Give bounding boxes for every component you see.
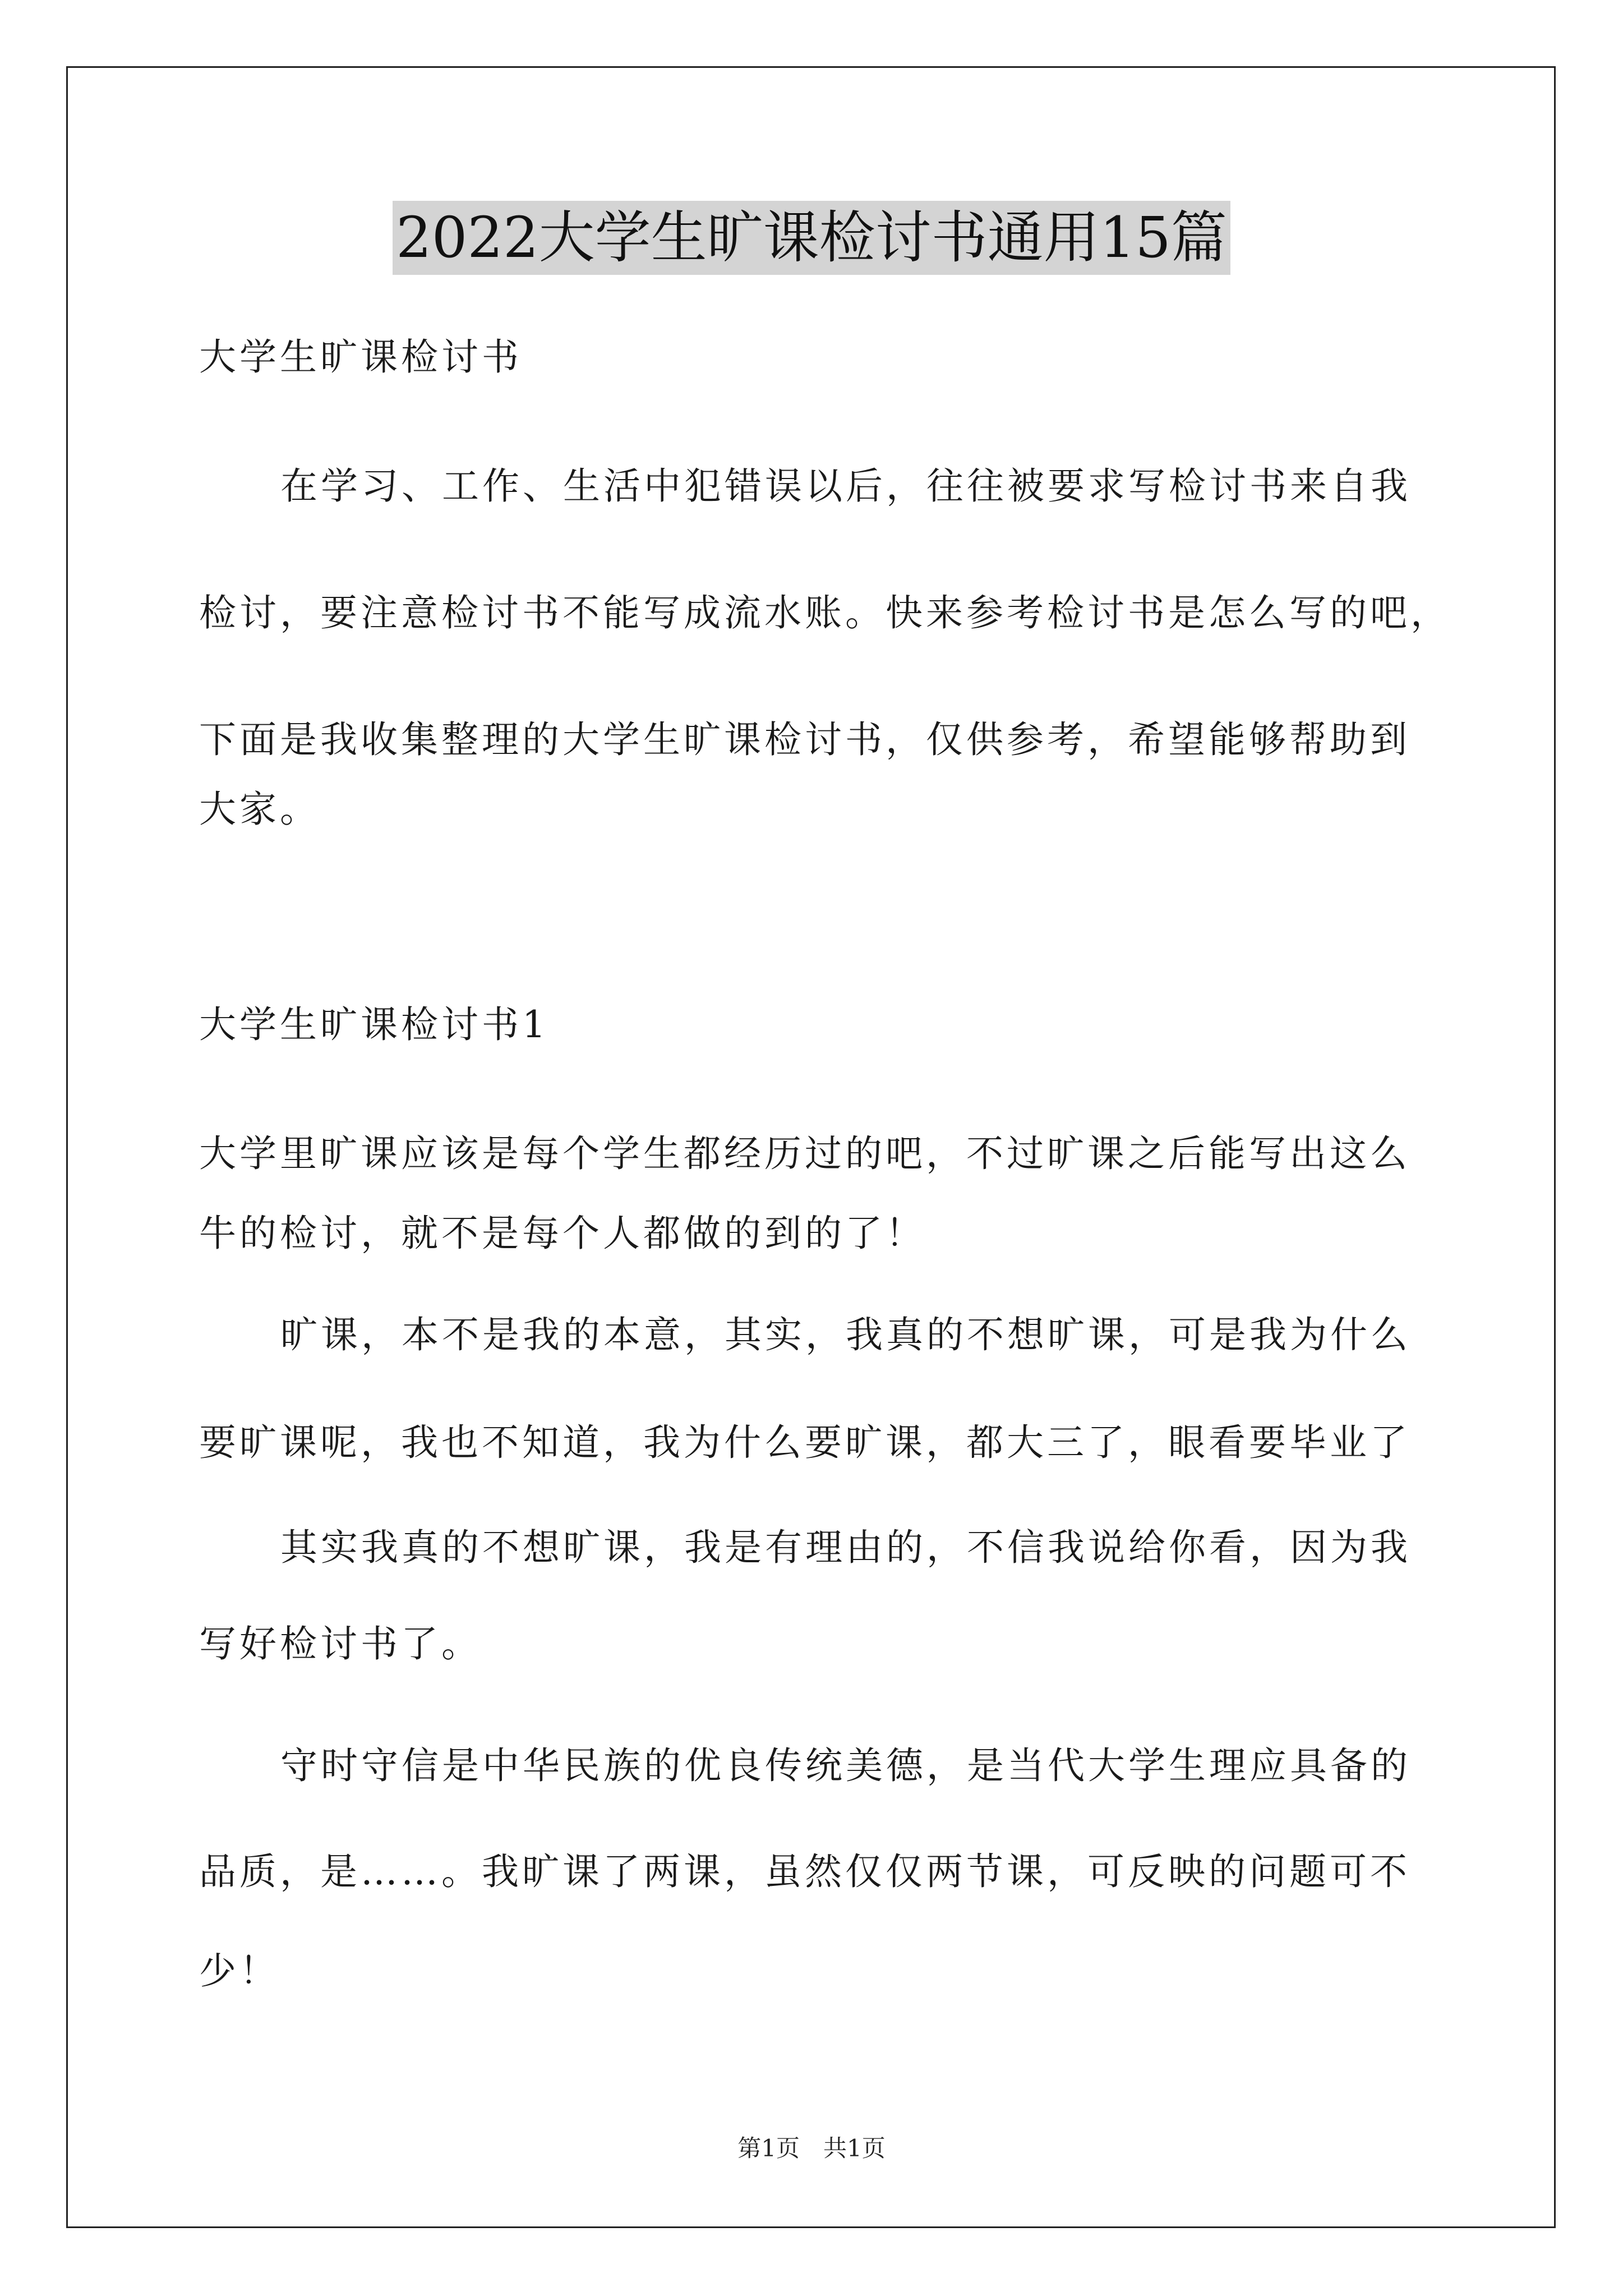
- paragraph-line: 其实我真的不想旷课，我是有理由的，不信我说给你看，因为我: [280, 1526, 1411, 1569]
- paragraph-line: 在学习、工作、生活中犯错误以后，往往被要求写检讨书来自我: [280, 464, 1411, 508]
- paragraph-line: 要旷课呢，我也不知道，我为什么要旷课，都大三了，眼看要毕业了: [199, 1421, 1410, 1464]
- title-container: [0, 201, 1623, 275]
- section-heading: 大学生旷课检讨书: [199, 335, 522, 379]
- paragraph-line: 写好检讨书了。: [199, 1622, 482, 1665]
- page-footer: 第1页 共1页: [737, 2134, 886, 2162]
- paragraph-line: 品质，是……。我旷课了两课，虽然仅仅两节课，可反映的问题可不: [199, 1850, 1410, 1893]
- paragraph-line: 下面是我收集整理的大学生旷课检讨书，仅供参考，希望能够帮助到: [199, 718, 1410, 761]
- section-heading: 大学生旷课检讨书1: [199, 1003, 549, 1046]
- paragraph-line: 大学里旷课应该是每个学生都经历过的吧，不过旷课之后能写出这么: [199, 1132, 1410, 1175]
- paragraph-line: 少！: [199, 1949, 280, 1993]
- paragraph-line: 旷课，本不是我的本意，其实，我真的不想旷课，可是我为什么: [280, 1313, 1411, 1356]
- paragraph-line: 大家。: [199, 788, 320, 831]
- paragraph-line: 检讨，要注意检讨书不能写成流水账。快来参考检讨书是怎么写的吧，: [199, 591, 1451, 634]
- document-title: 2022大学生旷课检讨书通用15篇: [393, 201, 1230, 275]
- paragraph-line: 守时守信是中华民族的优良传统美德，是当代大学生理应具备的: [280, 1744, 1411, 1787]
- paragraph-line: 牛的检讨，就不是每个人都做的到的了！: [199, 1212, 926, 1255]
